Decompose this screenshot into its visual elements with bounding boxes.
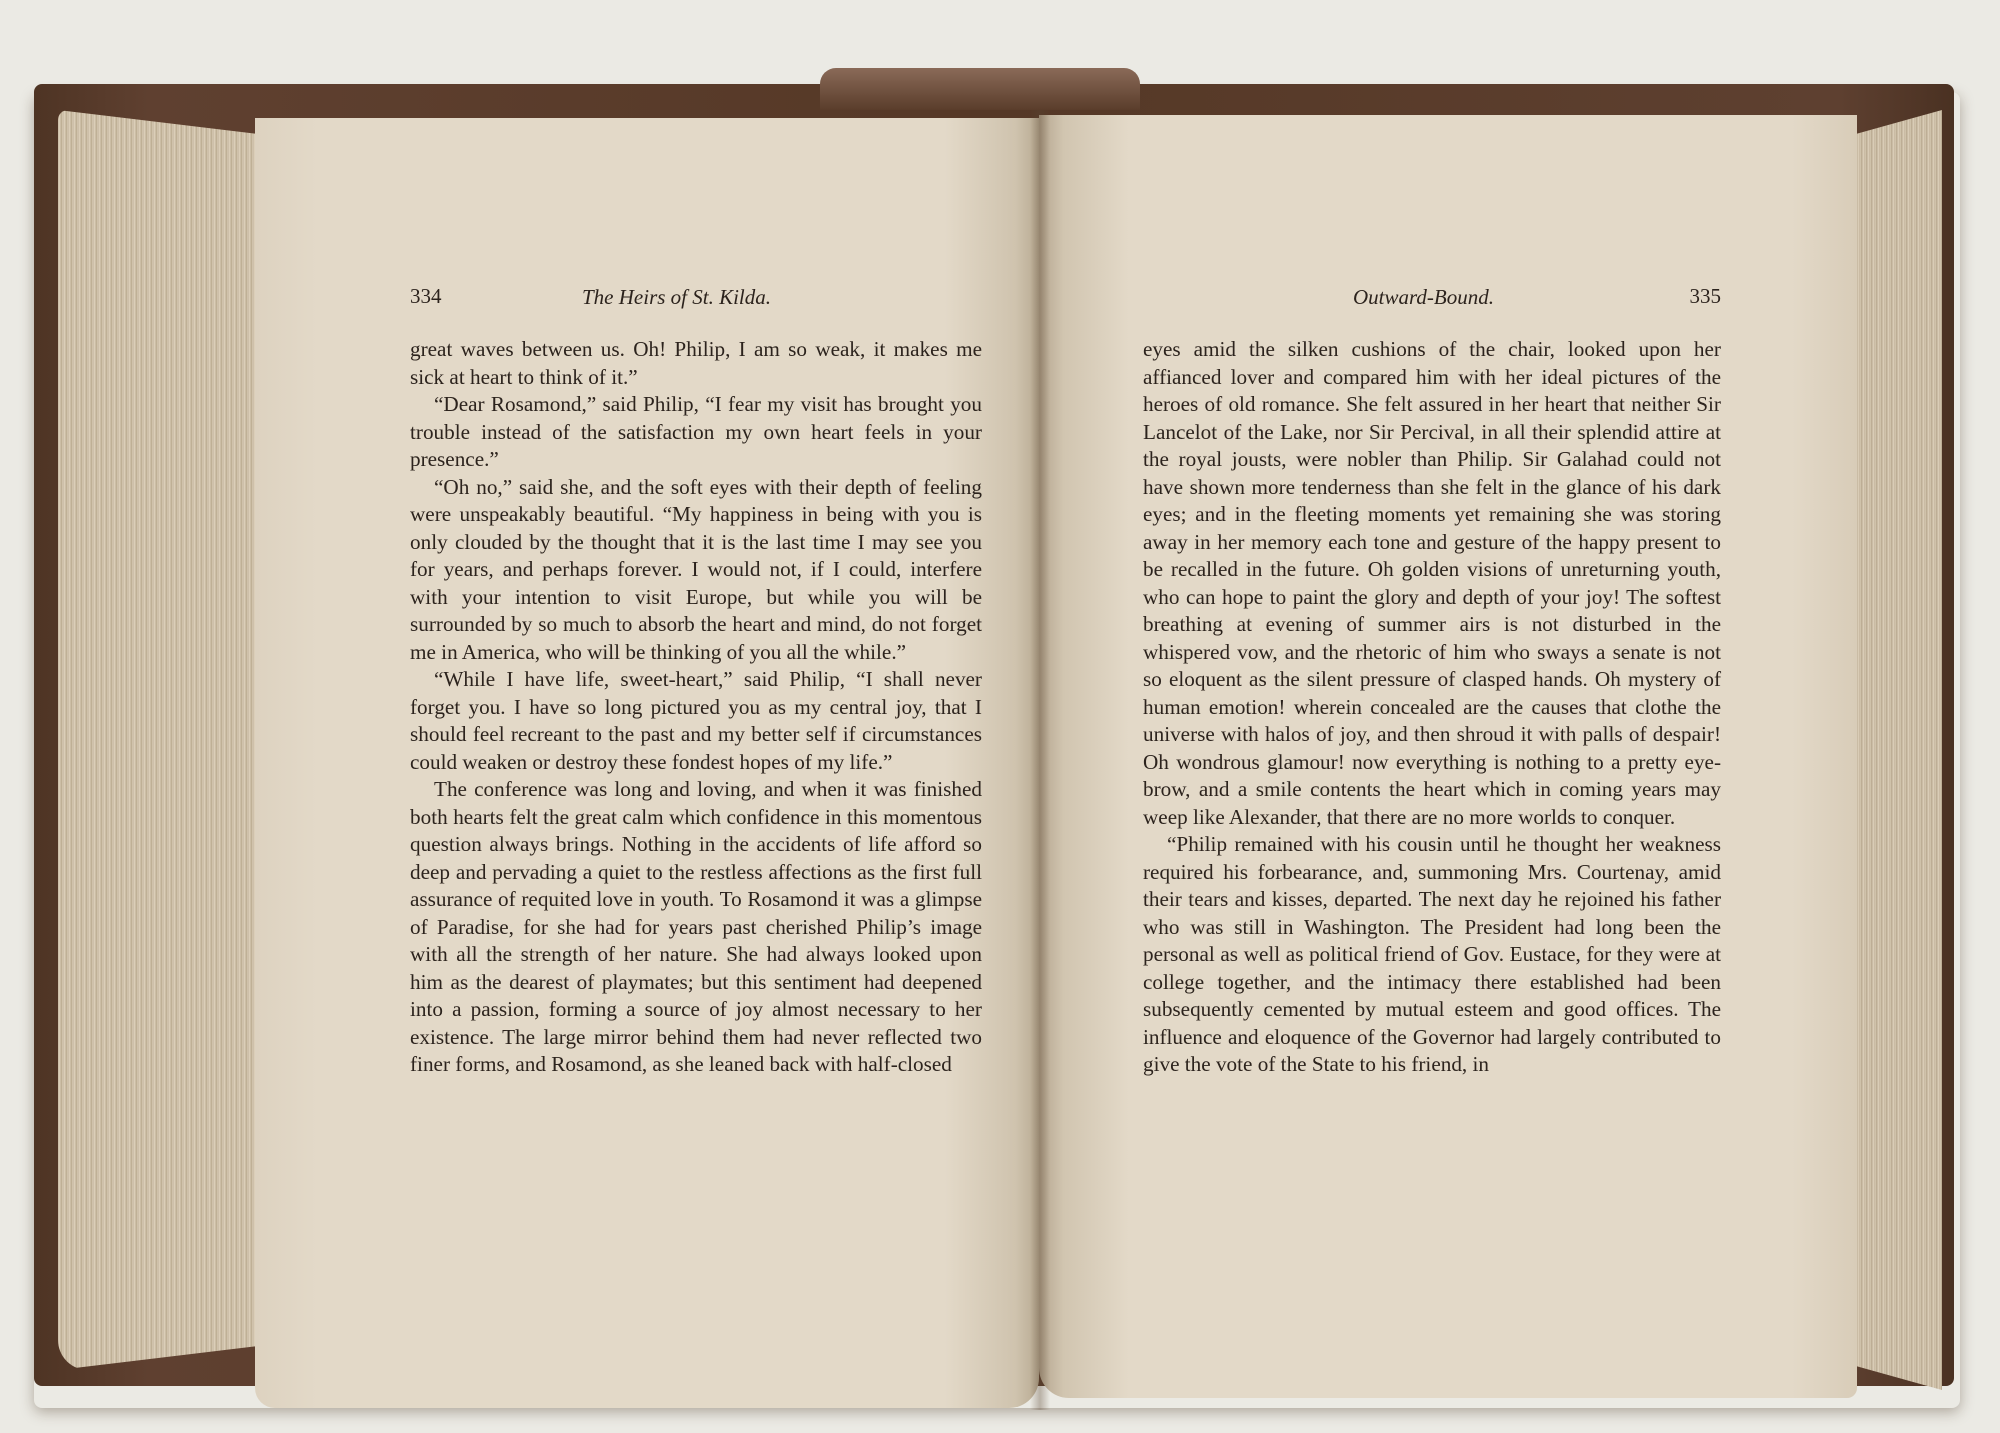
paragraph: “While I have life, sweet-heart,” said Philip, “I shall never forget you. I have so long pictured you as my central joy, that I should feel recreant to the past and my better self if circumstances could weaken or destroy these fondest hopes of my life.” bbox=[410, 667, 982, 774]
left-page-number: 334 bbox=[410, 284, 442, 308]
paragraph: eyes amid the silken cushions of the chair, looked upon her affianced lover and compared him with her ideal pictures of the heroes of old romance. She felt assured in her heart that neither Sir Lancelot of the Lake, nor Sir Percival, in all their splendid attire at the royal jousts, were nobler than Philip. Sir Galahad could not have shown more tenderness than she felt in the glance of his dark eyes; and in the fleeting moments yet remaining she was storing away in her memory each tone and gesture of the happy present to be recalled in the future. Oh golden visions of unreturning youth, who can hope to paint the glory and depth of your joy! The softest breathing at evening of summer airs is not disturbed in the whispered vow, and the rhetoric of him who sways a senate is not so eloquent as the silent pressure of clasped hands. Oh mystery of human emotion! wherein concealed are the causes that clothe the universe with halos of joy, and then shroud it with palls of despair! Oh wondrous glamour! now everything is nothing to a pretty eye-brow, and a smile contents the heart which in coming years may weep like Alexander, that there are no more worlds to conquer. bbox=[1143, 337, 1721, 829]
left-running-head bbox=[410, 284, 982, 314]
book-spine-top bbox=[820, 68, 1140, 110]
page-edges-right bbox=[1850, 110, 1942, 1390]
paragraph: “Philip remained with his cousin until he thought her weakness required his forbearance, and, summoning Mrs. Courtenay, amid their tears and kisses, departed. The next day he rejoined his father who was still in Washington. The President had long been the personal as well as political friend of Gov. Eustace, for they were at college together, and the intimacy there established had been subsequently cemented by mutual esteem and good offices. The influence and eloquence of the Governor had largely contributed to give the vote of the State to his friend, in bbox=[1143, 832, 1721, 1076]
right-running-head bbox=[1143, 284, 1721, 314]
paragraph: great waves between us. Oh! Philip, I am so weak, it makes me sick at heart to think of it.” bbox=[410, 337, 982, 389]
paragraph: The conference was long and loving, and when it was finished both hearts felt the great calm which confidence in this momentous question always brings. Nothing in the accidents of life afford so deep and pervading a quiet to the restless affections as the first full assurance of requited love in youth. To Rosamond it was a glimpse of Paradise, for she had for years past cherished Philip’s image with all the strength of her nature. She had always looked upon him as the dearest of playmates; but this sentiment had deepened into a passion, forming a source of joy almost necessary to her existence. The large mirror behind them had never reflected two finer forms, and Rosamond, as she leaned back with half-closed bbox=[410, 777, 982, 1076]
paragraph: “Dear Rosamond,” said Philip, “I fear my visit has brought you trouble instead of the satisfaction my own heart feels in your presence.” bbox=[410, 392, 982, 471]
right-page-text bbox=[1143, 336, 1721, 1079]
left-running-title: The Heirs of St. Kilda. bbox=[582, 285, 772, 309]
page-edges-left bbox=[58, 110, 268, 1370]
book-gutter bbox=[1030, 110, 1050, 1410]
right-running-title: Outward-Bound. bbox=[1353, 285, 1494, 309]
paragraph: “Oh no,” said she, and the soft eyes with their depth of feeling were unspeakably beautiful. “My happiness in being with you is only clouded by the thought that it is the last time I may see you for years, and perhaps forever. I would not, if I could, interfere with your intention to visit Europe, but while you will be surrounded by so much to absorb the heart and mind, do not forget me in America, who will be thinking of you all the while.” bbox=[410, 474, 982, 664]
left-page-text bbox=[410, 336, 982, 1079]
right-page-number: 335 bbox=[1689, 284, 1721, 308]
